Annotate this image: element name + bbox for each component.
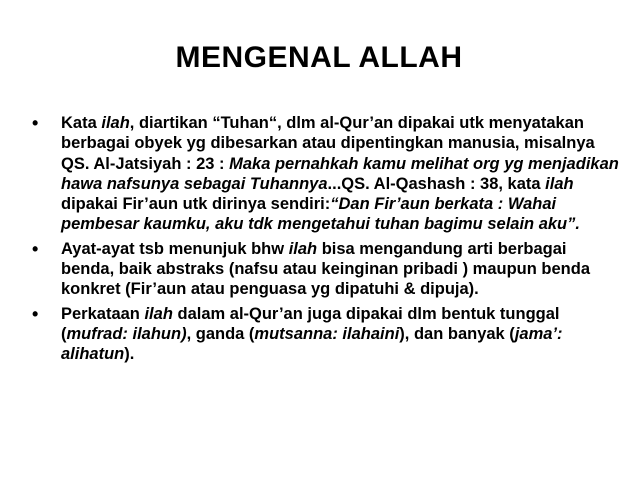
text-segment-italic: jama’: alihatun [61,324,563,364]
text-segment: dipakai Fir’aun utk dirinya sendiri: [61,195,331,214]
text-segment: Ayat-ayat tsb menunjuk bhw [61,239,289,258]
text-segment: , ganda ( [186,324,255,343]
text-segment-italic: Maka pernahkah kamu melihat org yg menjadikan hawa nafsunya sebagai Tuhannya [61,154,619,193]
bullet-text [61,305,563,364]
text-segment: ). [124,345,135,364]
text-segment-italic: ilah [144,304,173,323]
bullet-marker: • [32,303,39,324]
text-segment: Perkataan [61,304,145,323]
text-segment-italic: mutsanna: ilahaini [254,324,400,343]
slide-title: MENGENAL ALLAH [175,41,463,74]
text-segment: dalam al-Qur’an juga dipakai dlm bentuk tunggal ( [61,304,560,343]
text-segment-italic: ilah [545,174,574,193]
bullet-text [61,114,619,233]
text-segment-italic: ilah [288,239,318,258]
text-segment-italic: ilah [101,114,130,132]
text-segment-italic: “Dan Fir’aun berkata : Wahai pembesar kaumku, aku tdk mengetahui tuhan bagimu selain aku”. [61,195,580,234]
text-segment: Kata [61,114,102,132]
bullet-marker: • [32,113,39,133]
text-segment: , diartikan “Tuhan“, dlm al-Qur’an dipakai utk menyatakan berbagai obyek yg dibesarkan atau dipentingkan manusia, misalnya QS. Al-Jatsiyah : 23 : [61,114,595,173]
bullet-item [30,113,620,235]
bullet-item [30,239,620,300]
text-segment-italic: mufrad: ilahun) [66,324,187,343]
bullet-list [30,113,620,369]
bullet-item [30,304,620,365]
bullet-marker: • [32,238,39,259]
bullet-text [61,240,590,299]
text-segment: ...QS. Al-Qashash : 38, kata [327,174,546,193]
text-segment: bisa mengandung arti berbagai benda, baik abstraks (nafsu atau keinginan pribadi ) maupun benda konkret (Fir’aun atau penguasa yg dipatuhi & dipuja). [61,239,591,299]
text-segment: ), dan banyak ( [399,324,515,343]
